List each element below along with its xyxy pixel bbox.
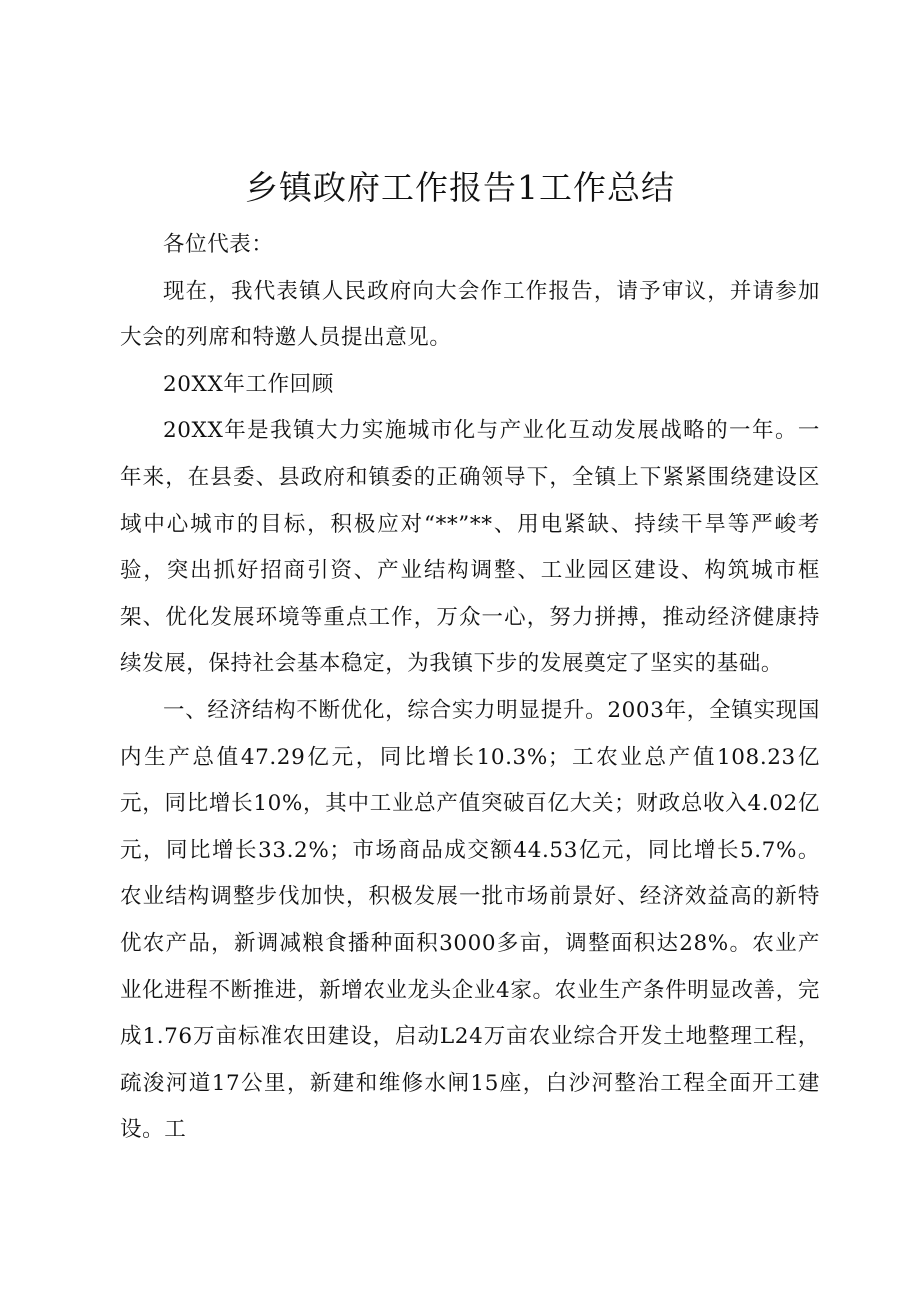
- review-paragraph: 20XX年是我镇大力实施城市化与产业化互动发展战略的一年。一年来，在县委、县政府和镇委的正确领导下，全镇上下紧紧围绕建设区域中心城市的目标，积极应对“**”**、用电紧缺、持续干旱等严峻考验，突出抓好招商引资、产业结构调整、工业园区建设、构筑城市框架、优化发展环境等重点工作，万众一心，努力拼搏，推动经济健康持续发展，保持社会基本稳定，为我镇下步的发展奠定了坚实的基础。: [120, 418, 820, 677]
- document-body: [120, 222, 820, 1154]
- salutation: 各位代表：: [163, 232, 274, 257]
- section-heading: 20XX年工作回顾: [163, 371, 334, 397]
- document-title: 乡镇政府工作报告1工作总结: [245, 168, 675, 207]
- opening-paragraph: 现在，我代表镇人民政府向大会作工作报告，请予审议，并请参加大会的列席和特邀人员提出意见。: [120, 278, 820, 351]
- economy-paragraph: 一、经济结构不断优化，综合实力明显提升。2003年，全镇实现国内生产总值47.29亿元，同比增长10.3%；工农业总产值108.23亿元，同比增长10%，其中工业总产值突破百亿大关；财政总收入4.02亿元，同比增长33.2%；市场商品成交额44.53亿元，同比增长5.7%。农业结构调整步伐加快，积极发展一批市场前景好、经济效益高的新特优农产品，新调减粮食播种面积3000多亩，调整面积达28%。农业产业化进程不断推进，新增农业龙头企业4家。农业生产条件明显改善，完成1.76万亩标准农田建设，启动L24万亩农业综合开发土地整理工程，疏浚河道17公里，新建和维修水闸15座，白沙河整治工程全面开工建设。工: [120, 697, 820, 1143]
